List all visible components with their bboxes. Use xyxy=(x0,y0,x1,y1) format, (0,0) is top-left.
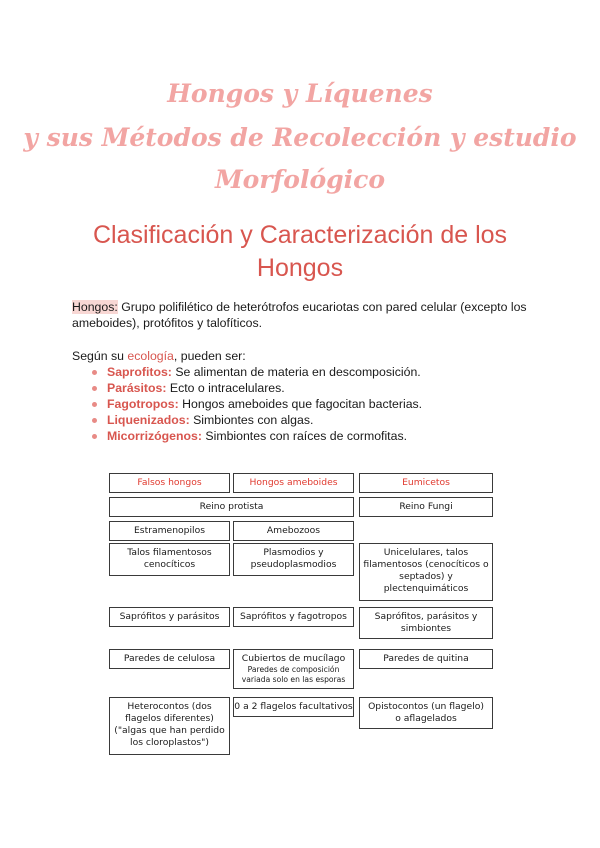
definition-term: Hongos xyxy=(72,300,115,314)
header-hongos-ameboides: Hongos ameboides xyxy=(233,473,354,493)
nutrition-hongos-ameboides: Saprófitos y fagotropos xyxy=(233,607,354,627)
flagella-eumicetos: Opistocontos (un flagelo) o aflagelados xyxy=(359,697,493,729)
list-item xyxy=(72,380,422,396)
title-line-2: y sus Métodos de Recolección y estudio xyxy=(23,123,577,152)
wall-falsos-hongos: Paredes de celulosa xyxy=(109,649,230,669)
bullet-icon xyxy=(92,418,97,423)
list-item xyxy=(72,428,422,444)
ecology-word: ecología xyxy=(127,349,174,363)
header-falsos-hongos: Falsos hongos xyxy=(109,473,230,493)
definition-text-1: Grupo polifilético de heterótrofos eucariotas con pared celular (excepto los xyxy=(117,300,527,314)
ecology-suffix: , pueden ser: xyxy=(173,349,246,363)
list-item xyxy=(72,396,422,412)
list-item-term: Parásitos: xyxy=(107,381,167,395)
nutrition-falsos-hongos: Saprófitos y parásitos xyxy=(109,607,230,627)
bullet-icon xyxy=(92,370,97,375)
structure-falsos-hongos: Talos filamentosos cenocíticos xyxy=(109,543,230,576)
list-item-term: Micorrizógenos: xyxy=(107,429,202,443)
estramenopilos: Estramenopilos xyxy=(109,521,230,541)
list-item-desc: Se alimentan de materia en descomposición. xyxy=(171,365,421,379)
nutrition-eumicetos: Saprófitos, parásitos y simbiontes xyxy=(359,607,493,639)
list-item-desc: Hongos ameboides que fagocitan bacterias. xyxy=(178,397,423,411)
wall-hongos-ameboides: Cubiertos de mucílago Paredes de composición variada solo en las esporas xyxy=(233,649,354,689)
list-item-desc: Simbiontes con algas. xyxy=(189,413,314,427)
list-item-desc: Ecto o intracelulares. xyxy=(166,381,285,395)
section-heading-line-2: Hongos xyxy=(256,254,344,282)
definition-text-2: ameboides), protófitos y talofíticos. xyxy=(72,316,263,330)
list-item-term: Fagotropos: xyxy=(107,397,179,411)
bullet-icon xyxy=(92,402,97,407)
list-item-desc: Simbiontes con raíces de cormofitas. xyxy=(201,429,408,443)
wall-eumicetos: Paredes de quitina xyxy=(359,649,493,669)
structure-hongos-ameboides: Plasmodios y pseudoplasmodios xyxy=(233,543,354,576)
title-line-1: Hongos y Líquenes xyxy=(167,79,433,108)
definition-colon: : xyxy=(114,300,118,314)
header-eumicetos: Eumicetos xyxy=(359,473,493,493)
list-item-term: Saprofitos: xyxy=(107,365,172,379)
structure-eumicetos: Unicelulares, talos filamentosos (cenocíticos o septados) y plectenquimáticos xyxy=(359,543,493,601)
list-item xyxy=(72,412,422,428)
title-line-3: Morfológico xyxy=(215,165,385,194)
ecology-list xyxy=(72,364,422,444)
amebozoos: Amebozoos xyxy=(233,521,354,541)
bullet-icon xyxy=(92,434,97,439)
ecology-intro xyxy=(72,348,542,364)
reino-fungi: Reino Fungi xyxy=(359,497,493,517)
list-item xyxy=(72,364,422,380)
definition-paragraph xyxy=(72,299,542,331)
flagella-falsos-hongos: Heterocontos (dos flagelos diferentes) ("algas que han perdido los cloroplastos") xyxy=(109,697,230,755)
list-item-term: Liquenizados: xyxy=(107,413,190,427)
ecology-prefix: Según su xyxy=(72,349,128,363)
bullet-icon xyxy=(92,386,97,391)
flagella-hongos-ameboides: 0 a 2 flagelos facultativos xyxy=(233,697,354,717)
reino-protista: Reino protista xyxy=(109,497,354,517)
section-heading-line-1: Clasificación y Caracterización de los xyxy=(92,221,508,249)
